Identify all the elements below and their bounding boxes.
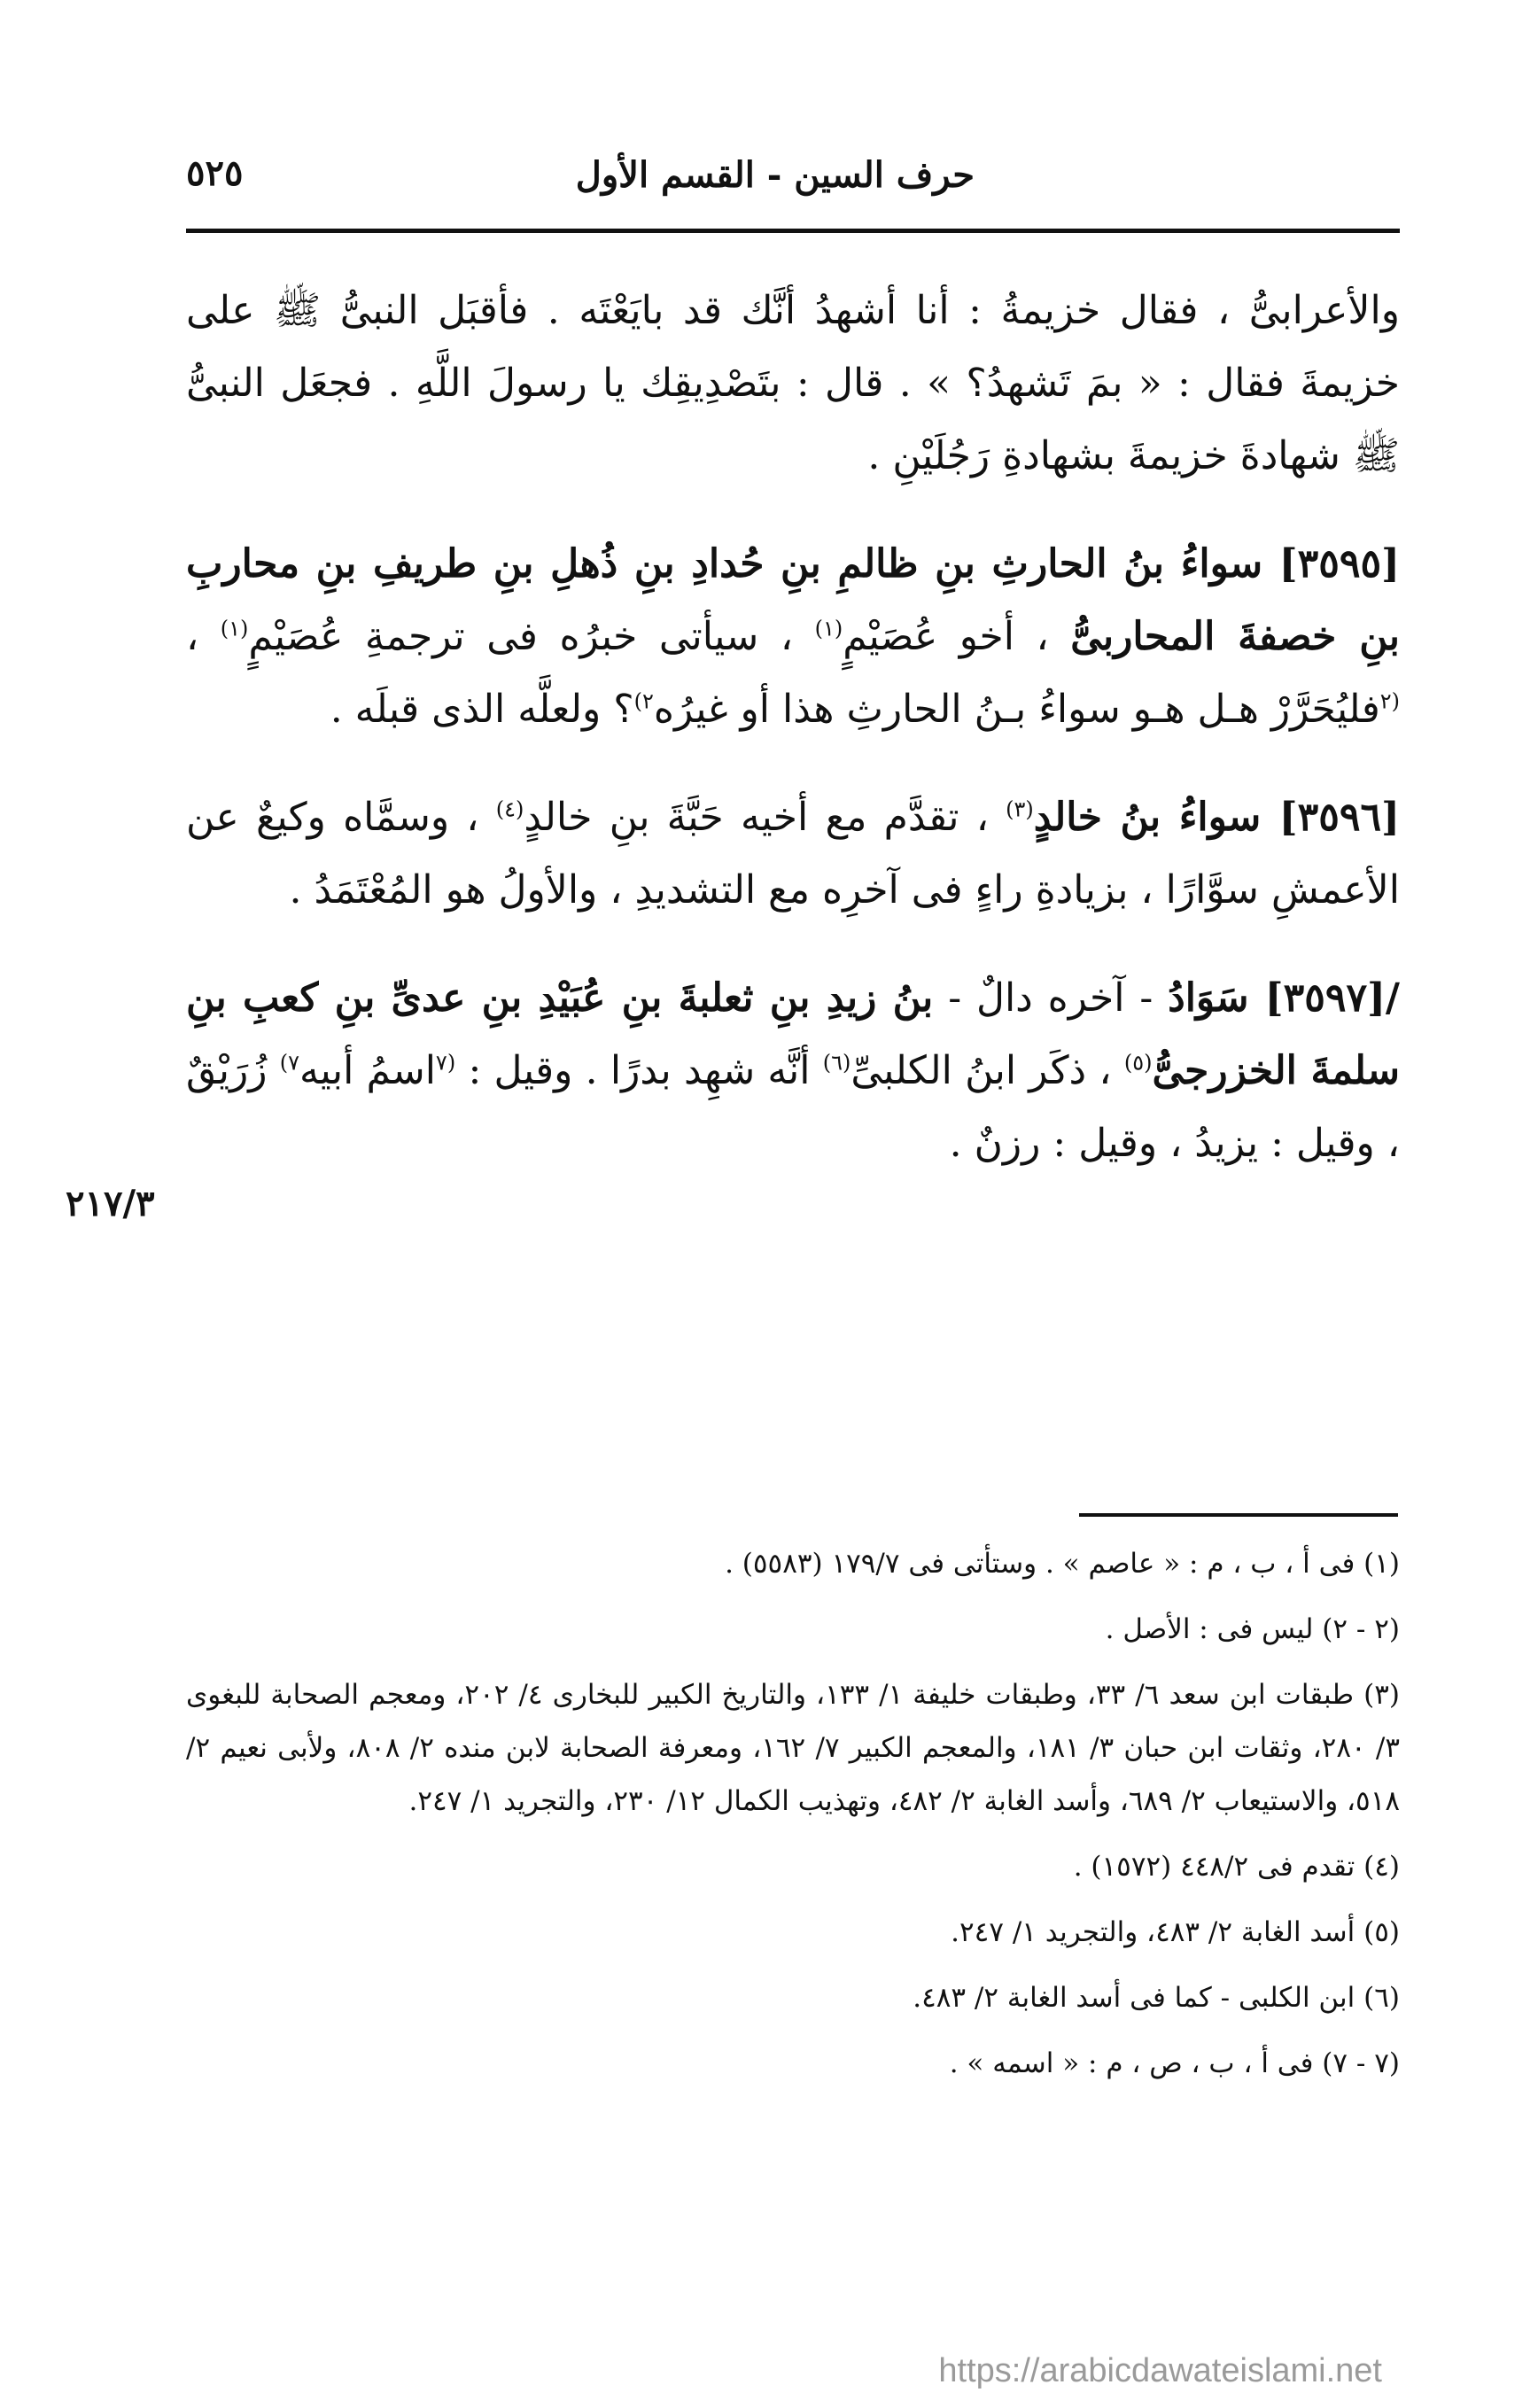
entry-3597-text-a: - آخره دالٌ - — [948, 975, 1154, 1021]
entry-3596-heading: [٣٥٩٦] سواءُ بنُ خالدٍ — [1033, 795, 1400, 840]
footnote-ref: (٦) — [822, 1050, 851, 1076]
entry-3597-text-b: ، ذكَر ابنُ الكلبىِّ — [851, 1048, 1112, 1093]
footnote-ref: ٧) — [279, 1050, 299, 1076]
entry-3597-text-e: زُرَيْقٌ ، وقيل : يزيدُ ، وقيل : رزنٌ . — [186, 1048, 1400, 1166]
entry-3596-text-a: ، تقدَّم مع أخيه حَبَّةَ بنِ خالدٍ — [524, 795, 989, 840]
footnote: (٣) طبقات ابن سعد ٦/ ٣٣، وطبقات خليفة ١/ ١٣٣، والتاريخ الكبير للبخارى ٤/ ٢٠٢، ومعجم الصحابة للبغوى ٣/ ٢٨٠، وثقات ابن حبان ٣/ ١٨١، والمعجم الكبير ٧/ ١٦٢، ومعرفة الصحابة لابن منده ٢/ ٨٠٨، ولأبى نعيم ٢/ ٥١٨، والاستيعاب ٢/ ٦٨٩، وأسد الغابة ٢/ ٤٨٢، وتهذيب الكمال ١٢/ ٢٣٠، والتجريد ١/ ٢٤٧. — [186, 1679, 1400, 1817]
entry-3595-text-c: ، — [186, 614, 199, 659]
entry-3595 — [186, 528, 1400, 746]
header-rule — [186, 229, 1400, 233]
entry-3597-heading-cont: بنُ زيدِ بنِ ثعلبةَ بنِ عُبَيْدِ بنِ عدىِّ بنِ كعبِ بنِ سلمةَ الخزرجىُّ — [186, 975, 1400, 1093]
entry-3595-text-b: ، سيأتى خبرُه فى ترجمةِ عُصَيْمٍ — [248, 614, 794, 659]
entry-3597-heading: /[٣٥٩٧] سَوَادُ — [1168, 975, 1400, 1021]
main-text — [186, 275, 1400, 1216]
entry-3596 — [186, 781, 1400, 927]
footnote: (٢ - ٢) ليس فى : الأصل . — [1105, 1613, 1400, 1645]
footnote: (٧ - ٧) فى أ ، ب ، ص ، م : « اسمه » . — [949, 2047, 1400, 2079]
footnote-ref: ٢) — [633, 688, 654, 714]
footnote-ref: (١) — [220, 616, 249, 641]
footnote-ref: (٤) — [495, 796, 524, 822]
footnote: (٤) تقدم فى ٤٤٨/٢ (١٥٧٢) . — [1073, 1851, 1400, 1883]
entry-3597-text-d: اسمُ أبيه — [299, 1048, 436, 1093]
footnote-ref: (٥) — [1123, 1050, 1153, 1076]
entry-3595-text-d: فليُحَرَّرْ هـل هـو سواءُ بـنُ الحارثِ هذا أو غيرُه — [653, 687, 1380, 732]
running-title: حرف السين - القسم الأول — [575, 154, 975, 196]
footnote: (٥) أسد الغابة ٢/ ٤٨٣، والتجريد ١/ ٢٤٧. — [951, 1916, 1400, 1948]
page-number: ٥٢٥ — [186, 152, 244, 194]
entry-3595-text-e: ؟ ولعلَّه الذى قبلَه . — [330, 687, 634, 732]
footnote-ref: (٧ — [435, 1050, 456, 1076]
entry-3595-heading: [٣٥٩٥] سواءُ بنُ الحارثِ بنِ ظالمِ بنِ حُدادِ بنِ ذُهلِ بنِ طريفِ بنِ محاربِ بنِ خصفةَ المحاربىُّ — [186, 541, 1400, 659]
watermark-url: https://arabicdawateislami.net — [938, 2352, 1382, 2389]
footnote-ref: (٣) — [1006, 796, 1034, 822]
footnote-rule — [1079, 1513, 1398, 1517]
page-header — [186, 149, 1400, 211]
entry-3597 — [186, 962, 1400, 1180]
entry-3595-text-a: ، أخو عُصَيْمٍ — [843, 614, 1049, 659]
entry-3597-text-c: أنَّه شهِد بدرًا . وقيل : — [468, 1048, 811, 1093]
paragraph-continuation: والأعرابىُّ ، فقال خزيمةُ : أنا أشهدُ أنَّك قد بايَعْتَه . فأقبَل النبىُّ ﷺ على خزيمةَ فقال : « بمَ تَشهدُ؟ » . قال : بتَصْدِيقِك يا رسولَ اللَّهِ . فجعَل النبىُّ ﷺ شهادةَ خزيمةَ بشهادةِ رَجُلَيْنِ . — [186, 288, 1400, 478]
footnote: (٦) ابن الكلبى - كما فى أسد الغابة ٢/ ٤٨٣. — [913, 1982, 1400, 2014]
entry-3596-text-b: ، وسمَّاه وكيعٌ عن الأعمشِ سوَّارًا ، بزيادةِ راءٍ فى آخرِه مع التشديدِ ، والأولُ هو المُعْتَمَدُ . — [186, 795, 1400, 913]
margin-volume-page-note: ٢١٧/٣ — [66, 1183, 155, 1224]
footnote-ref: (٢ — [1379, 688, 1400, 714]
footnote-ref: (١) — [814, 616, 843, 641]
footnote: (١) فى أ ، ب ، م : « عاصم » . وستأتى فى ١٧٩/٧ (٥٥٨٣) . — [725, 1548, 1400, 1580]
footnotes — [186, 1537, 1400, 2102]
